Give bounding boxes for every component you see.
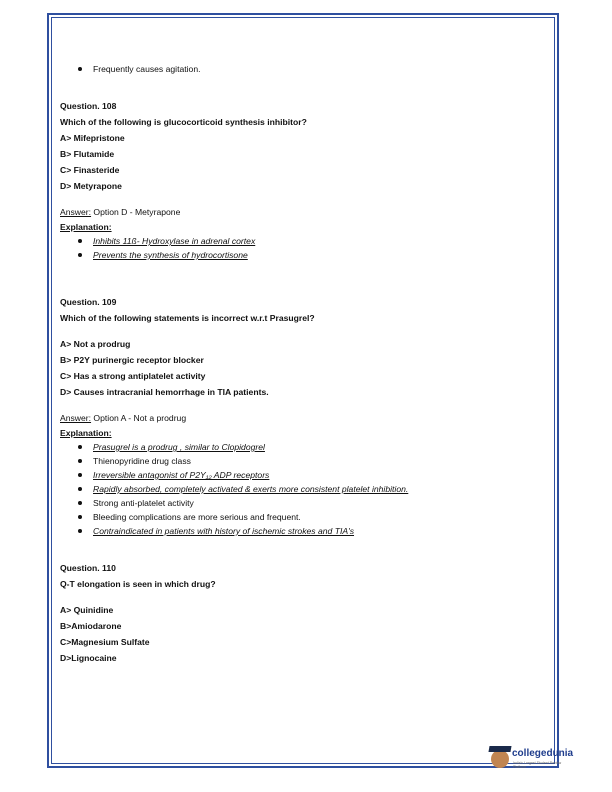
mascot-icon [491, 750, 509, 768]
q110-option-b: B>Amiodarone [60, 621, 122, 631]
q108-stem: Which of the following is glucocorticoid synthesis inhibitor? [60, 117, 307, 127]
document-content [60, 62, 550, 666]
q110-option-c: C>Magnesium Sulfate [60, 637, 150, 647]
q110-option-a: A> Quinidine [60, 605, 114, 615]
q109-point: Rapidly absorbed, completely activated & exerts more consistent platelet inhibition. [60, 482, 550, 496]
q108-point: Inhibits 11ß- Hydroxylase in adrenal cortex [60, 234, 550, 248]
q109-answer [60, 410, 550, 426]
q108-answer-text: Option D - Metyrapone [91, 207, 181, 217]
q109-label: Question. 109 [60, 297, 117, 307]
q109-explanation-label: Explanation: [60, 428, 112, 438]
q110-stem: Q-T elongation is seen in which drug? [60, 579, 216, 589]
logo-tagline: India's Largest Student Review Platform [513, 761, 562, 769]
q108-point: Prevents the synthesis of hydrocortisone [60, 248, 550, 262]
q109-option-c: C> Has a strong antiplatelet activity [60, 371, 206, 381]
graduation-cap-icon [488, 746, 511, 752]
q109-answer-text: Option A - Not a prodrug [91, 413, 187, 423]
q110-label: Question. 110 [60, 563, 116, 573]
collegedunia-logo [491, 748, 574, 776]
logo-brand: collegedunia [512, 748, 574, 759]
q109-option-a: A> Not a prodrug [60, 339, 131, 349]
q108-explanation-label: Explanation: [60, 222, 112, 232]
q108-option-c: C> Finasteride [60, 165, 120, 175]
q109-point: Irreversible antagonist of P2Y₁₂ ADP receptors [60, 468, 550, 482]
q109-point: Bleeding complications are more serious and frequent. [60, 510, 550, 524]
q108-label: Question. 108 [60, 101, 117, 111]
q108-option-b: B> Flutamide [60, 149, 115, 159]
q107-tail-bullet: Frequently causes agitation. [60, 62, 550, 76]
q109-point: Strong anti-platelet activity [60, 496, 550, 510]
q109-stem: Which of the following statements is incorrect w.r.t Prasugrel? [60, 313, 315, 323]
q109-answer-label: Answer: [60, 413, 92, 423]
q108-option-a: A> Mifepristone [60, 133, 125, 143]
q109-point: Contraindicated in patients with history of ischemic strokes and TIA's [60, 524, 550, 538]
q108-answer [60, 204, 550, 220]
q109-point: Prasugrel is a prodrug , similar to Clopidogrel [60, 440, 550, 454]
q108-answer-label: Answer: [60, 207, 92, 217]
q108-option-d: D> Metyrapone [60, 181, 122, 191]
q109-point: Thienopyridine drug class [60, 454, 550, 468]
q110-option-d: D>Lignocaine [60, 653, 117, 663]
q109-option-b: B> P2Y purinergic receptor blocker [60, 355, 204, 365]
q109-option-d: D> Causes intracranial hemorrhage in TIA patients. [60, 387, 269, 397]
